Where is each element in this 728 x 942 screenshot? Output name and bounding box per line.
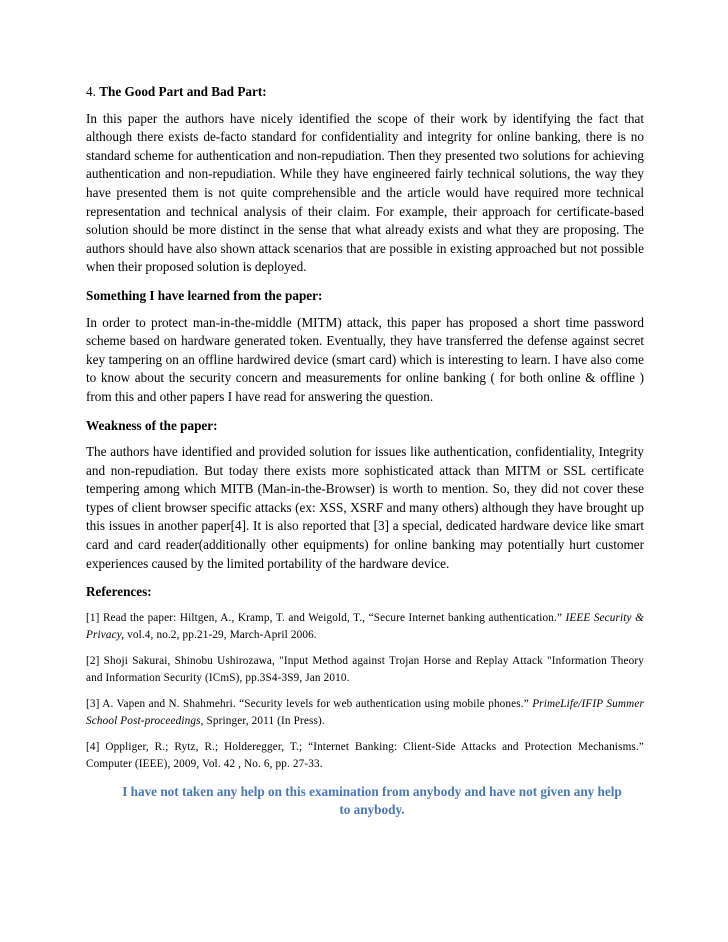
weakness-body: The authors have identified and provided solution for issues like authentication, confidentiality, Integrity and non-repudiation. But today there exists more sophisticated attack than MITM or SSL certificate tempering among which MITB (Man-in-the-Browser) is worth to mention. So, they did not cover these types of client browser specific attacks (ex: XSS, XSRF and many others) although they have brought up this issues in another paper[4]. It is also reported that [3] a special, dedicated hardware device like smart card and card reader(additionally other equipments) for online banking may potentially hurt customer experiences caused by the limited portability of the hardware device. [86,444,644,571]
reference-item-3: [3] A. Vapen and N. Shahmehri. “Security levels for web authentication using mobile phones.” PrimeLife/IFIP Summer School Post-proceedings, Springer, 2011 (In Press). [86,697,644,727]
section-4-heading [86,83,644,102]
honesty-declaration: I have not taken any help on this examination from anybody and have not given any help to anybody. [122,783,622,817]
document-page [86,83,644,819]
references-heading [86,583,644,602]
learned-heading [86,287,644,306]
section-4-body: In this paper the authors have nicely identified the scope of their work by identifying the fact that although there exists de-facto standard for confidentiality and integrity for online banking, there is no standard scheme for authentication and non-repudiation. Then they presented two solutions for achieving authentication and non-repudiation. While they have engineered fairly technical solutions, the way they have presented them is not quite comprehensible and the article would have required more technical representation and technical analysis of their claim. For example, their approach for certificate-based solution should be more distinct in the sense that what already exists and what they are proposing. The authors should have also shown attack scenarios that are possible in existing approached but not possible when their proposed solution is deployed. [86,110,644,275]
section-number: 4. [86,84,96,99]
learned-body: In order to protect man-in-the-middle (MITM) attack, this paper has proposed a short time password scheme based on hardware generated token. Eventually, they have transferred the defense against secret key tampering on an offline hardwired device (smart card) which is interesting to learn. I have also come to know about the security concern and measurements for online banking ( for both online & offline ) from this and other papers I have read for answering the question. [86,314,644,404]
section-title: The Good Part and Bad Part: [99,84,267,99]
references-title: References: [86,584,152,600]
weakness-heading [86,417,644,436]
weakness-title: Weakness of the paper: [86,417,218,433]
reference-item-1: [1] Read the paper: Hiltgen, A., Kramp, T. and Weigold, T., “Secure Internet banking authentication.” IEEE Security & Privacy, vol.4, no.2, pp.21-29, March-April 2006. [86,611,644,641]
reference-item-2: [2] Shoji Sakurai, Shinobu Ushirozawa, "Input Method against Trojan Horse and Replay Attack "Information Theory and Information Security (ICmS), pp.3S4-3S9, Jan 2010. [86,654,644,684]
reference-item-4: [4] Oppliger, R.; Rytz, R.; Holderegger, T.; “Internet Banking: Client-Side Attacks and Protection Mechanisms.” Computer (IEEE), 2009, Vol. 42 , No. 6, pp. 27-33. [86,740,644,770]
learned-title: Something I have learned from the paper: [86,287,323,303]
